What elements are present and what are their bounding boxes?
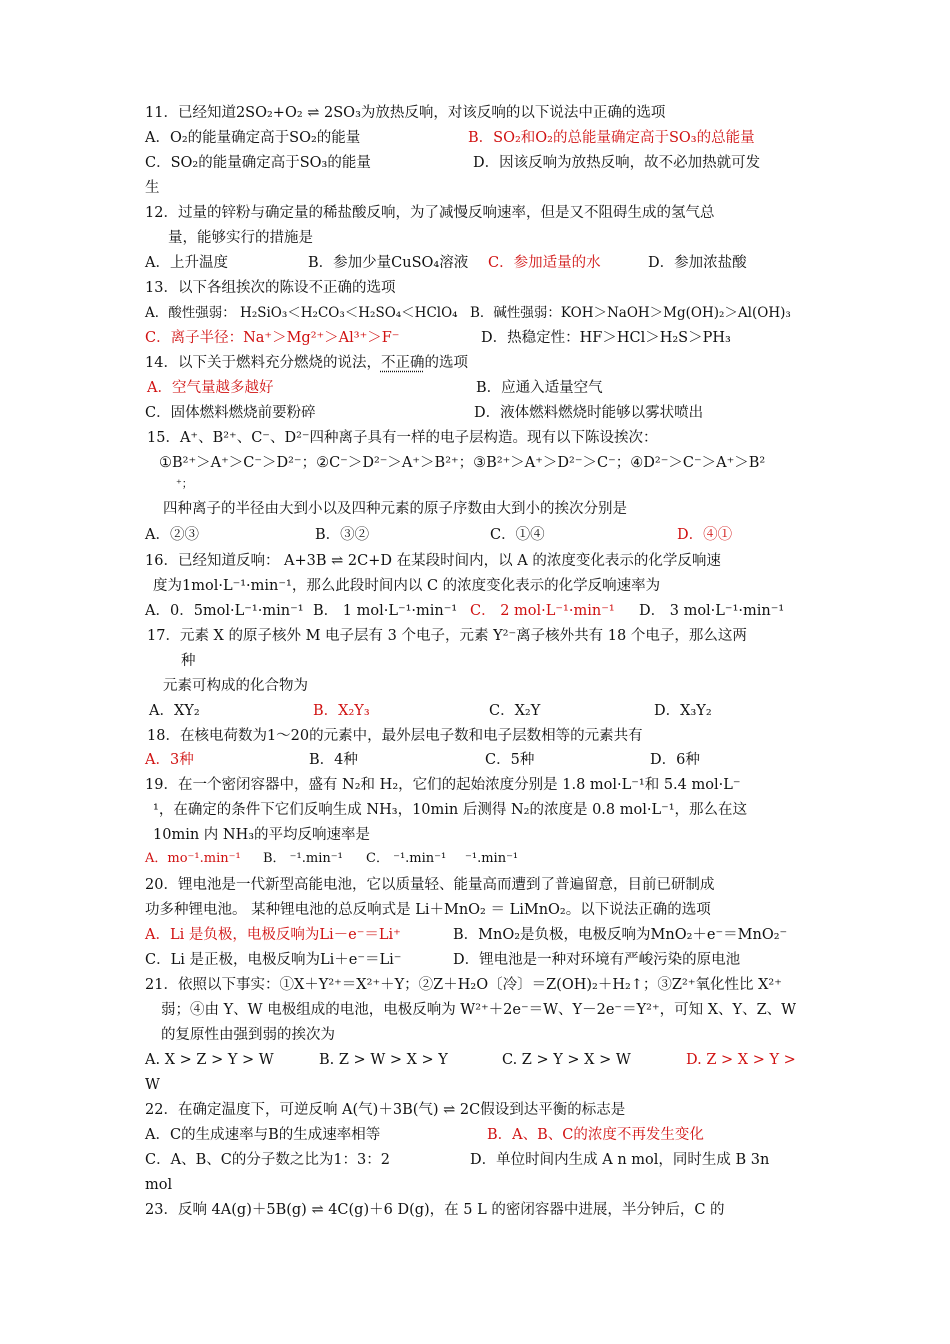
- options-row: [145, 525, 825, 545]
- text-line: 10min 内 NH₃的平均反响速率是: [153, 827, 371, 843]
- option-a: A．0．5mol·L⁻¹·min⁻¹: [145, 603, 304, 619]
- text-line: mol: [145, 1177, 173, 1193]
- option-d: D．因该反响为放热反响，故不必加热就可发: [473, 155, 761, 171]
- option-c: C．SO₂的能量确定高于SO₃的能量: [145, 155, 371, 171]
- option-c: C．X₂Y: [489, 703, 541, 719]
- option-b: B．碱性强弱：KOH＞NaOH＞Mg(OH)₂＞Al(OH)₃: [470, 305, 791, 321]
- option-d: D．热稳定性：HF＞HCl＞H₂S＞PH₃: [481, 330, 731, 346]
- option-c-answer: C．离子半径：Na⁺＞Mg²⁺＞Al³⁺＞F⁻: [145, 330, 400, 346]
- question-11: 11．已经知道2SO₂+O₂ ⇌ 2SO₃为放热反响，对该反响的以下说法中正确的选项: [145, 105, 666, 121]
- option-c: C． ⁻¹.min⁻¹: [366, 851, 447, 866]
- question-13: 13．以下各组挨次的陈设不正确的选项: [145, 280, 396, 296]
- option-b: B. Z > W > X > Y: [319, 1052, 448, 1068]
- option-a: A. X > Z > Y > W: [145, 1052, 274, 1068]
- option-c: C．Li 是正极，电极反响为Li＋e⁻＝Li⁻: [145, 952, 402, 968]
- question-20: 20．锂电池是一代新型高能电池，它以质量轻、能量高而遭到了普遍留意，目前已研制成: [145, 877, 715, 893]
- option-d-answer: D. Z > X > Y >: [686, 1052, 796, 1068]
- text-line: ①B²⁺＞A⁺＞C⁻＞D²⁻；②C⁻＞D²⁻＞A⁺＞B²⁺；③B²⁺＞A⁺＞D²⁻＞C⁻；④D²⁻＞C⁻＞A⁺＞B²: [159, 455, 766, 471]
- option-d: D．锂电池是一种对环境有严峻污染的原电池: [453, 952, 741, 968]
- option-c: C. Z > Y > X > W: [502, 1052, 631, 1068]
- option-b: B．③②: [315, 527, 370, 543]
- option-a-answer: A．空气量越多越好: [147, 380, 274, 396]
- options-row: [145, 1050, 825, 1070]
- option-c: C．固体燃料燃烧前要粉碎: [145, 405, 316, 421]
- option-c: C．A、B、C的分子数之比为1：3：2: [145, 1152, 390, 1168]
- option-d-answer: D．④①: [677, 527, 733, 543]
- option-a-answer: A．3种: [145, 752, 194, 768]
- option-a: A．②③: [145, 527, 199, 543]
- question-15: 15．A⁺、B²⁺、C⁻、D²⁻四种离子具有一样的电子层构造。现有以下陈设挨次：: [147, 430, 658, 446]
- question-16: 16．已经知道反响： A+3B ⇌ 2C+D 在某段时间内，以 A 的浓度变化表示的化学反响速: [145, 553, 721, 569]
- options-row: [145, 303, 825, 323]
- option-b-answer: B．X₂Y₃: [313, 703, 370, 719]
- emphasis-text: 不正确: [380, 355, 425, 371]
- option-d: D．6种: [650, 752, 700, 768]
- option-a: A．XY₂: [149, 703, 200, 719]
- question-21: 21．依照以下事实：①X＋Y²⁺＝X²⁺＋Y；②Z＋H₂O〔冷〕＝Z(OH)₂＋H₂↑；③Z²⁺氧化性比 X²⁺: [145, 977, 782, 993]
- option-a: A．酸性强弱： H₂SiO₃＜H₂CO₃＜H₂SO₄＜HClO₄: [145, 305, 458, 321]
- options-row: [145, 153, 825, 173]
- text-line: 弱；④由 Y、W 电极组成的电池，电极反响为 W²⁺＋2e⁻＝W、Y－2e⁻＝Y²⁺，可知 X、Y、Z、W: [161, 1002, 797, 1018]
- option-c-answer: C． 2 mol·L⁻¹·min⁻¹: [470, 603, 615, 619]
- text-line: 功多种锂电池。 某种锂电池的总反响式是 Li＋MnO₂ ＝ LiMnO₂。以下说法正确的选项: [145, 902, 711, 918]
- text-line: 生: [145, 180, 160, 196]
- option-b: B．4种: [309, 752, 358, 768]
- option-a: A．上升温度: [145, 255, 228, 271]
- options-row: [145, 328, 825, 348]
- option-d: ⁻¹.min⁻¹: [465, 851, 519, 866]
- option-b: B． 1 mol·L⁻¹·min⁻¹: [313, 603, 458, 619]
- option-c: C．5种: [485, 752, 535, 768]
- option-d: D． 3 mol·L⁻¹·min⁻¹: [639, 603, 785, 619]
- option-b: B． ⁻¹.min⁻¹: [263, 851, 343, 866]
- option-c: C．①④: [490, 527, 545, 543]
- option-b: B．参加少量CuSO₄溶液: [308, 255, 469, 271]
- option-b: B．应通入适量空气: [476, 380, 603, 396]
- text-line: 四种离子的半径由大到小以及四种元素的原子序数由大到小的挨次分别是: [163, 501, 627, 517]
- option-a-answer: A．mo⁻¹.min⁻¹: [145, 851, 241, 866]
- text-line: W: [145, 1077, 160, 1093]
- question-23: 23．反响 4A(g)＋5B(g) ⇌ 4C(g)＋6 D(g)，在 5 L 的密闭容器中进展，半分钟后，C 的: [145, 1202, 725, 1218]
- option-a: A．C的生成速率与B的生成速率相等: [145, 1127, 381, 1143]
- option-d: D．单位时间内生成 A n mol，同时生成 B 3n: [470, 1152, 770, 1168]
- option-a-answer: A．Li 是负极，电极反响为Li－e⁻＝Li⁺: [145, 927, 401, 943]
- question-17: 17．元素 X 的原子核外 M 电子层有 3 个电子，元素 Y²⁻离子核外共有 18 个电子，那么这两: [147, 628, 747, 644]
- options-row: [145, 925, 825, 945]
- question-22: 22．在确定温度下，可逆反响 A(气)＋3B(气) ⇌ 2C假设到达平衡的标志是: [145, 1102, 626, 1118]
- option-d: D．X₃Y₂: [654, 703, 712, 719]
- options-row: [145, 403, 825, 423]
- options-row: [145, 1125, 825, 1145]
- options-row: [145, 128, 825, 148]
- question-19: 19．在一个密闭容器中，盛有 N₂和 H₂，它们的起始浓度分别是 1.8 mol·L⁻¹和 5.4 mol·L⁻: [145, 777, 741, 793]
- question-14: 14．以下关于燃料充分燃烧的说法，不正确的选项: [145, 355, 468, 371]
- options-row: [145, 849, 825, 869]
- options-row: [147, 378, 827, 398]
- option-b-answer: B．SO₂和O₂的总能量确定高于SO₃的总能量: [468, 130, 755, 146]
- option-d: D．液体燃料燃烧时能够以雾状喷出: [474, 405, 704, 421]
- option-c-answer: C．参加适量的水: [488, 255, 601, 271]
- options-row: [145, 253, 825, 273]
- text-line: 元素可构成的化合物为: [163, 678, 308, 694]
- question-12: 12．过量的锌粉与确定量的稀盐酸反响，为了减慢反响速率，但是又不阻碍生成的氢气总: [145, 205, 715, 221]
- options-row: [145, 601, 825, 621]
- option-b: B．MnO₂是负极，电极反响为MnO₂＋e⁻＝MnO₂⁻: [453, 927, 788, 943]
- text-line: ¹，在确定的条件下它们反响生成 NH₃，10min 后测得 N₂的浓度是 0.8 mol·L⁻¹，那么在这: [153, 802, 748, 818]
- question-18: 18．在核电荷数为1～20的元素中，最外层电子数和电子层数相等的元素共有: [147, 728, 643, 744]
- option-a: A．O₂的能量确定高于SO₂的能量: [145, 130, 361, 146]
- options-row: [145, 950, 825, 970]
- options-row: [145, 1150, 825, 1170]
- text-line: 度为1mol·L⁻¹·min⁻¹，那么此段时间内以 C 的浓度变化表示的化学反响速率为: [153, 578, 661, 594]
- option-d: D．参加浓盐酸: [648, 255, 747, 271]
- options-row: [149, 701, 829, 721]
- text-line: ⁺；: [176, 477, 193, 490]
- text-line: 量，能够实行的措施是: [168, 230, 313, 246]
- text-line: 种: [181, 653, 196, 669]
- options-row: [145, 750, 825, 770]
- option-b-answer: B．A、B、C的浓度不再发生变化: [487, 1127, 704, 1143]
- text-line: 的复原性由强到弱的挨次为: [161, 1027, 335, 1043]
